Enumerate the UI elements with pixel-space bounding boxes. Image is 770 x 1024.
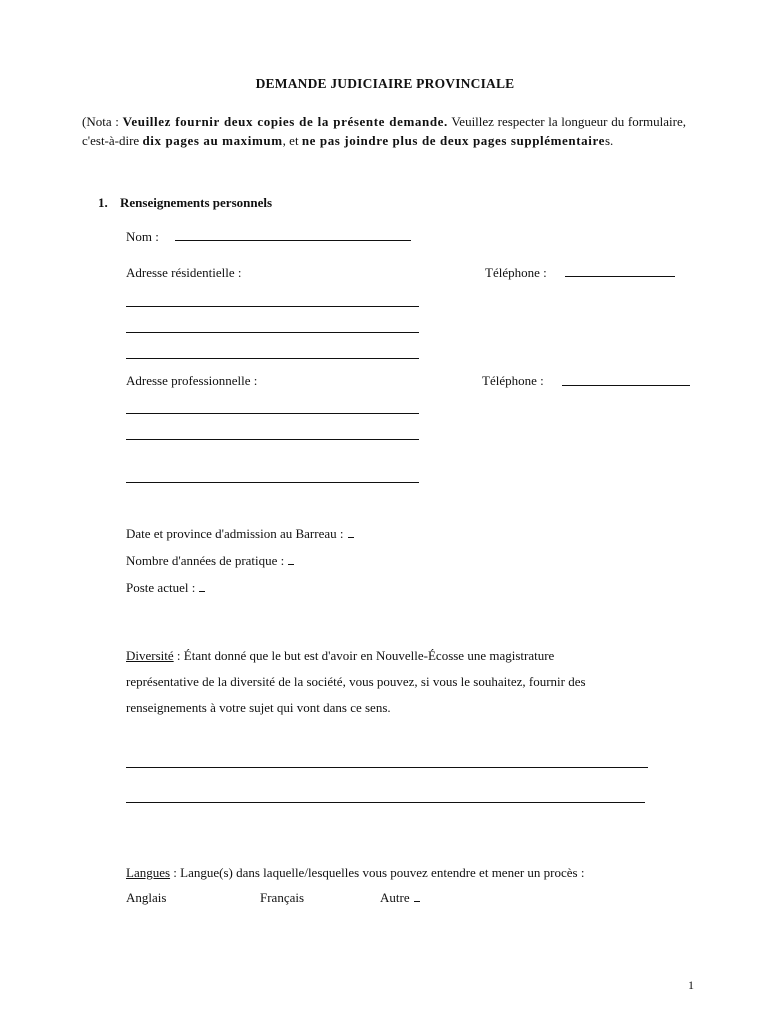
current-position-label: Poste actuel : [126, 580, 196, 595]
work-phone-label: Téléphone : [482, 373, 544, 388]
note-text-4: s. [604, 133, 614, 148]
diversity-line-2[interactable] [126, 802, 645, 803]
home-address-label: Adresse résidentielle : [126, 265, 242, 280]
note-bold-1: Veuillez fournir deux copies de la présente demande. [122, 114, 448, 129]
section-title: Renseignements personnels [120, 195, 273, 210]
language-option-english[interactable]: Anglais [126, 890, 167, 905]
languages-label: Langues [126, 865, 171, 880]
nom-field-line[interactable] [175, 240, 411, 241]
home-address-line-2[interactable] [126, 332, 419, 333]
language-option-other-row [380, 890, 420, 906]
note-text-3: , et [282, 133, 302, 148]
work-address-line-1[interactable] [126, 413, 419, 414]
language-option-other[interactable]: Autre [380, 890, 410, 905]
current-position-row [126, 580, 205, 596]
current-position-field[interactable] [199, 581, 205, 592]
home-address-line-1[interactable] [126, 306, 419, 307]
note-bold-2: dix pages au maximum [142, 133, 283, 148]
work-address-line-3[interactable] [126, 482, 419, 483]
language-other-field[interactable] [414, 891, 420, 902]
diversity-paragraph [126, 643, 656, 721]
work-address-line-2[interactable] [126, 439, 419, 440]
diversity-line-1[interactable] [126, 767, 648, 768]
work-phone-field-line[interactable] [562, 385, 690, 386]
diversity-label: Diversité [126, 648, 174, 663]
bar-admission-label: Date et province d'admission au Barreau : [126, 526, 344, 541]
languages-text: : Langue(s) dans laquelle/lesquelles vous pouvez entendre et mener un procès : [170, 865, 585, 880]
bar-admission-field[interactable] [348, 527, 354, 538]
note-text-1: (Nota : [82, 114, 123, 129]
section-heading-personal-info [98, 195, 272, 211]
years-practice-row [126, 553, 294, 569]
instructions-note [82, 112, 686, 150]
home-address-line-3[interactable] [126, 358, 419, 359]
years-practice-field[interactable] [288, 554, 294, 565]
diversity-text-2: représentative de la diversité de la société, vous pouvez, si vous le souhaitez, fournir des [126, 674, 586, 689]
document-title: DEMANDE JUDICIAIRE PROVINCIALE [255, 76, 515, 91]
home-phone-field-line[interactable] [565, 276, 675, 277]
home-phone-label: Téléphone : [485, 265, 547, 280]
languages-row [126, 865, 584, 881]
nom-label: Nom : [126, 229, 159, 244]
page-number: 1 [688, 978, 694, 992]
note-bold-3: ne pas joindre plus de deux pages supplémentaire [301, 133, 605, 148]
note-text-2: Veuillez respecter la longueur du formulaire, c'est-à-dire [82, 114, 686, 148]
diversity-text-3: renseignements à votre sujet qui vont dans ce sens. [126, 700, 391, 715]
years-practice-label: Nombre d'années de pratique : [126, 553, 285, 568]
diversity-text-1: : Étant donné que le but est d'avoir en Nouvelle-Écosse une magistrature [173, 648, 555, 663]
work-address-label: Adresse professionnelle : [126, 373, 258, 388]
language-option-french[interactable]: Français [260, 890, 305, 905]
bar-admission-row [126, 526, 354, 542]
section-number: 1. [98, 195, 108, 210]
